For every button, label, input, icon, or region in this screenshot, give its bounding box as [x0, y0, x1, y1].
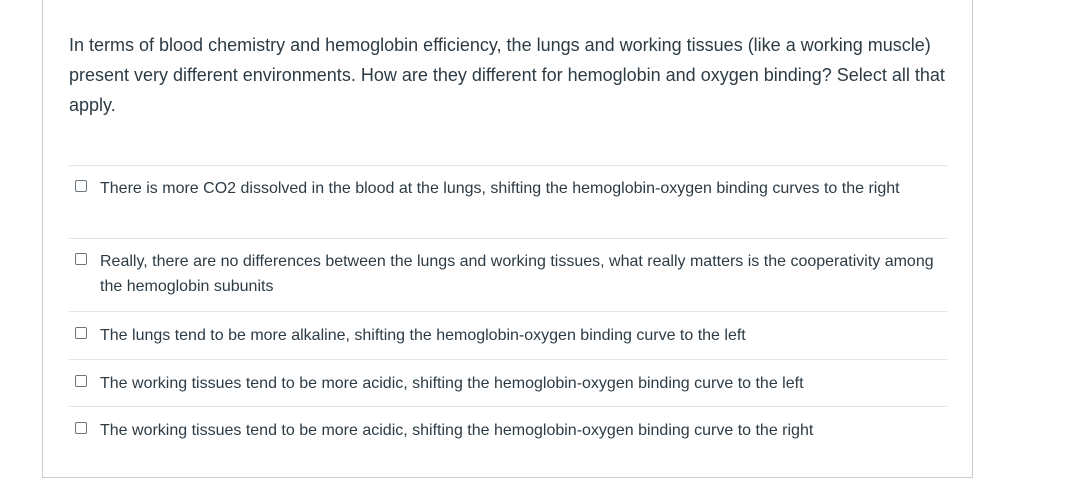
answer-list — [69, 165, 947, 455]
question-text: In terms of blood chemistry and hemoglobin efficiency, the lungs and working tissues (like a working muscle) present very different environments. How are they different for hemoglobin and oxygen binding? Select all that apply. — [69, 35, 945, 115]
checkbox-icon[interactable] — [75, 375, 87, 387]
question-card — [42, 0, 973, 478]
answer-label: There is more CO2 dissolved in the blood at the lungs, shifting the hemoglobin-oxygen binding curves to the right — [100, 180, 900, 197]
answer-option-4[interactable] — [69, 360, 947, 408]
answer-label: The working tissues tend to be more acidic, shifting the hemoglobin-oxygen binding curve to the right — [100, 422, 814, 439]
checkbox-icon[interactable] — [75, 253, 87, 265]
checkbox-icon[interactable] — [75, 180, 87, 192]
answer-option-5[interactable] — [69, 407, 947, 455]
answer-label: Really, there are no differences between the lungs and working tissues, what really matters is the cooperativity among the hemoglobin subunits — [100, 253, 934, 295]
answer-option-1[interactable] — [69, 166, 947, 239]
answer-option-2[interactable] — [69, 239, 947, 312]
answer-label: The working tissues tend to be more acidic, shifting the hemoglobin-oxygen binding curve to the left — [100, 374, 804, 392]
checkbox-icon[interactable] — [75, 422, 87, 434]
answer-option-3[interactable] — [69, 312, 947, 360]
answer-label: The lungs tend to be more alkaline, shifting the hemoglobin-oxygen binding curve to the left — [100, 327, 746, 344]
checkbox-icon[interactable] — [75, 327, 87, 339]
